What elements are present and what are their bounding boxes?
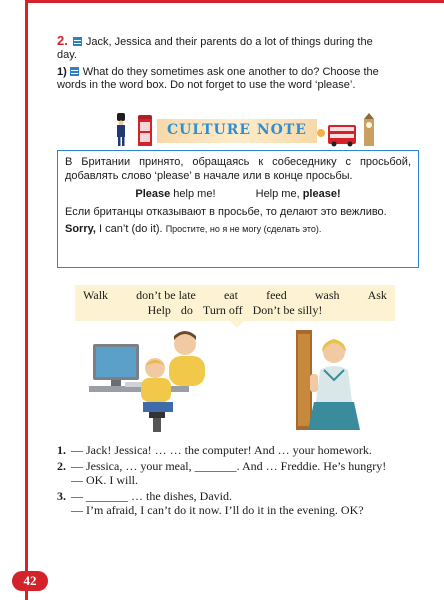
sorry-bold: Sorry, — [65, 223, 96, 235]
dialogue-item-3 — [57, 489, 422, 517]
dialogue-number: 2. — [57, 459, 66, 473]
word-box — [75, 285, 395, 321]
word-box-item: Turn off — [202, 303, 243, 317]
sub-exercise — [57, 66, 392, 92]
culture-note-sorry — [65, 222, 411, 236]
word-box-item: wash — [314, 288, 340, 302]
word-box-row-1 — [83, 288, 387, 303]
sorry-translation: Простите, но я не могу (сделать это). — [165, 224, 322, 234]
example-2-start: Help me, — [255, 188, 303, 200]
culture-note-header — [110, 113, 380, 147]
example-1-rest: help me! — [170, 188, 216, 200]
word-box-item: don’t be late — [136, 288, 196, 302]
word-box-row-2 — [83, 303, 387, 318]
word-box-item: do — [180, 303, 193, 317]
sub-exercise-number: 1) — [57, 66, 67, 78]
dialogue-line: — OK. I will. — [71, 473, 138, 487]
page-number: 42 — [12, 571, 48, 591]
children-at-computer-illustration — [85, 326, 215, 434]
culture-note-box — [57, 150, 419, 268]
guard-and-phone-box-icon — [110, 113, 158, 147]
bus-and-big-ben-icon — [316, 113, 380, 147]
dialogue-line: — Jessica, … your meal, _______. And … Freddie. He’s hungry! — [71, 459, 387, 473]
dialogue-number: 1. — [57, 443, 66, 457]
culture-note-paragraph-1: В Британии принято, обращаясь к собеседнику с просьбой, добавлять слово ‘please’ в начале или в конце просьбы. — [65, 156, 411, 182]
dialogue-number: 3. — [57, 489, 66, 503]
example-2-bold: please! — [302, 188, 341, 200]
dialogue-item-1 — [57, 443, 422, 457]
example-1-bold: Please — [135, 188, 171, 200]
exercise-number: 2. — [57, 33, 68, 48]
word-box-item: eat — [223, 288, 238, 302]
exercise-heading — [57, 34, 392, 62]
dialogue-item-2 — [57, 459, 422, 487]
culture-note-paragraph-2: Если британцы отказывают в просьбе, то делают это вежливо. — [65, 206, 387, 218]
dialogue-exercise — [57, 443, 422, 519]
dialogue-line: — Jack! Jessica! … … the computer! And … your homework. — [71, 443, 372, 457]
word-box-pointer — [230, 321, 244, 328]
word-box-item: Ask — [367, 288, 387, 302]
text-icon — [70, 67, 79, 76]
dialogue-line: — _______ … the dishes, David. — [71, 489, 232, 503]
text-icon — [73, 37, 82, 46]
exercise-instruction: Jack, Jessica and their parents do a lot of things during the day. — [57, 36, 373, 61]
word-box-item: Help — [147, 303, 171, 317]
culture-note-title: CULTURE NOTE — [167, 122, 307, 138]
word-box-item: Don’t be silly! — [252, 303, 323, 317]
sub-exercise-instruction: What do they sometimes ask one another to do? Choose the words in the word box. Do not forget to use the word ‘please’. — [57, 66, 379, 91]
dialogue-line: — I’m afraid, I can’t do it now. I’ll do it in the evening. OK? — [71, 503, 364, 517]
culture-note-examples — [65, 187, 411, 201]
mother-in-doorway-illustration — [290, 330, 370, 432]
word-box-item: feed — [266, 288, 287, 302]
sorry-rest: I can’t (do it). — [95, 223, 163, 235]
word-box-item: Walk — [83, 288, 109, 302]
